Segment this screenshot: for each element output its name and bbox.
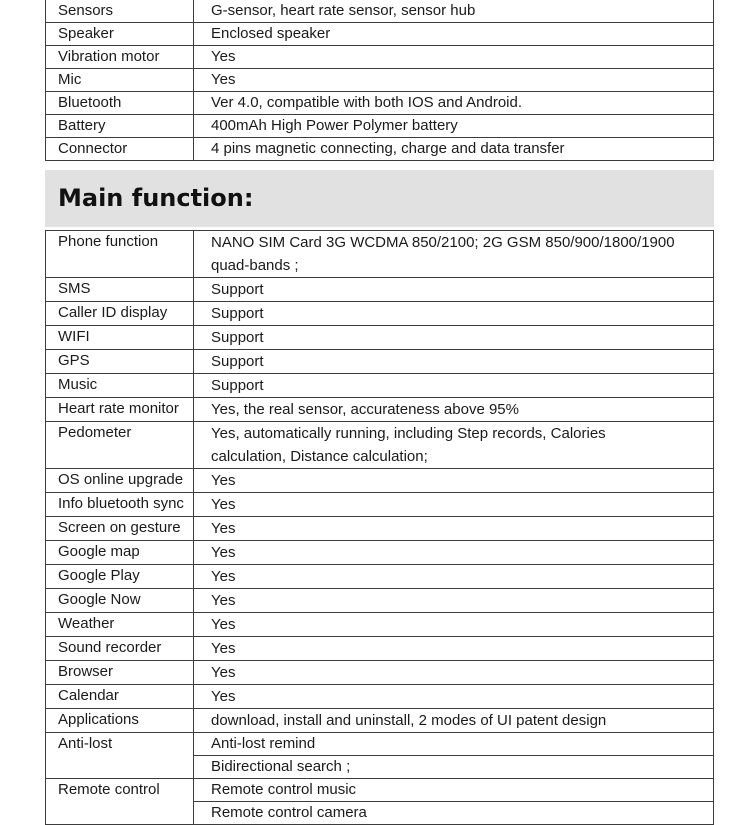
function-label: Caller ID display <box>46 302 194 326</box>
value-line: Support <box>211 353 264 370</box>
value-line: Yes <box>211 616 236 633</box>
function-label: Weather <box>46 613 194 637</box>
function-value <box>194 685 714 709</box>
function-label: Anti-lost <box>46 733 194 779</box>
value-line: quad-bands ; <box>211 257 299 274</box>
function-label: Applications <box>46 709 194 733</box>
value-line: Yes <box>211 664 236 681</box>
function-value: Anti-lost remind <box>194 733 714 756</box>
function-label: Heart rate monitor <box>46 398 194 422</box>
value-line: NANO SIM Card 3G WCDMA 850/2100; 2G GSM 850/900/1800/1900 <box>211 234 675 251</box>
table-row <box>46 422 714 469</box>
table-row <box>46 46 714 69</box>
function-label: GPS <box>46 350 194 374</box>
table-row <box>46 350 714 374</box>
spec-value: 400mAh High Power Polymer battery <box>194 115 714 138</box>
value-line: Yes <box>211 568 236 585</box>
function-label: Google map <box>46 541 194 565</box>
table-row <box>46 517 714 541</box>
function-value <box>194 661 714 685</box>
table-row <box>46 779 714 802</box>
table-row <box>46 69 714 92</box>
table-row <box>46 398 714 422</box>
table-row <box>46 326 714 350</box>
value-line: Yes, automatically running, including Step records, Calories <box>211 425 606 442</box>
value-line: Support <box>211 305 264 322</box>
table-row <box>46 0 714 23</box>
function-value <box>194 302 714 326</box>
table-row <box>46 493 714 517</box>
spec-value: G-sensor, heart rate sensor, sensor hub <box>194 0 714 23</box>
spec-value: Enclosed speaker <box>194 23 714 46</box>
table-row <box>46 709 714 733</box>
function-label: Browser <box>46 661 194 685</box>
table-row <box>46 138 714 161</box>
spec-label: Connector <box>46 138 194 161</box>
table-row <box>46 637 714 661</box>
spec-value: Ver 4.0, compatible with both IOS and Android. <box>194 92 714 115</box>
table-row <box>46 541 714 565</box>
spec-label: Sensors <box>46 0 194 23</box>
spec-label: Vibration motor <box>46 46 194 69</box>
function-label: Info bluetooth sync <box>46 493 194 517</box>
function-value <box>194 493 714 517</box>
function-label: Remote control <box>46 779 194 825</box>
value-line: Yes <box>211 520 236 537</box>
table-row <box>46 23 714 46</box>
hardware-spec-table <box>45 0 714 161</box>
function-label: Music <box>46 374 194 398</box>
function-value <box>194 517 714 541</box>
value-line: Support <box>211 377 264 394</box>
function-label: Calendar <box>46 685 194 709</box>
spec-label: Battery <box>46 115 194 138</box>
function-label: WIFI <box>46 326 194 350</box>
table-row <box>46 278 714 302</box>
value-line: Yes <box>211 544 236 561</box>
value-line: Support <box>211 281 264 298</box>
table-row <box>46 374 714 398</box>
function-label: OS online upgrade <box>46 469 194 493</box>
value-line: Yes, the real sensor, accurateness above 95% <box>211 401 519 418</box>
function-value: Remote control music <box>194 779 714 802</box>
main-function-heading: Main function: <box>58 184 254 212</box>
value-line: Yes <box>211 688 236 705</box>
spec-label: Bluetooth <box>46 92 194 115</box>
value-line: Yes <box>211 472 236 489</box>
value-line: download, install and uninstall, 2 modes of UI patent design <box>211 712 607 729</box>
table-row <box>46 613 714 637</box>
function-value: Bidirectional search ; <box>194 756 714 779</box>
spec-label: Speaker <box>46 23 194 46</box>
function-value <box>194 422 714 469</box>
function-value <box>194 231 714 278</box>
table-row <box>46 302 714 326</box>
function-value <box>194 469 714 493</box>
function-value <box>194 398 714 422</box>
function-label: Sound recorder <box>46 637 194 661</box>
table-row <box>46 469 714 493</box>
function-value <box>194 613 714 637</box>
function-label: SMS <box>46 278 194 302</box>
table-row <box>46 589 714 613</box>
table-row <box>46 92 714 115</box>
main-function-table <box>45 230 714 825</box>
function-value <box>194 374 714 398</box>
spec-value: Yes <box>194 46 714 69</box>
table-row <box>46 685 714 709</box>
table-row <box>46 661 714 685</box>
function-value <box>194 326 714 350</box>
table-row <box>46 733 714 756</box>
table-row <box>46 565 714 589</box>
function-value <box>194 565 714 589</box>
function-label: Phone function <box>46 231 194 278</box>
function-value <box>194 637 714 661</box>
value-line: Yes <box>211 640 236 657</box>
function-label: Pedometer <box>46 422 194 469</box>
function-label: Screen on gesture <box>46 517 194 541</box>
function-value <box>194 709 714 733</box>
function-value: Remote control camera <box>194 802 714 825</box>
function-value <box>194 350 714 374</box>
function-label: Google Play <box>46 565 194 589</box>
spec-value: 4 pins magnetic connecting, charge and data transfer <box>194 138 714 161</box>
value-line: Yes <box>211 592 236 609</box>
value-line: calculation, Distance calculation; <box>211 448 428 465</box>
table-row <box>46 115 714 138</box>
function-value <box>194 589 714 613</box>
function-value <box>194 541 714 565</box>
table-row <box>46 231 714 278</box>
value-line: Yes <box>211 496 236 513</box>
value-line: Support <box>211 329 264 346</box>
function-value <box>194 278 714 302</box>
function-label: Google Now <box>46 589 194 613</box>
section-heading-band <box>45 170 714 227</box>
spec-value: Yes <box>194 69 714 92</box>
spec-label: Mic <box>46 69 194 92</box>
